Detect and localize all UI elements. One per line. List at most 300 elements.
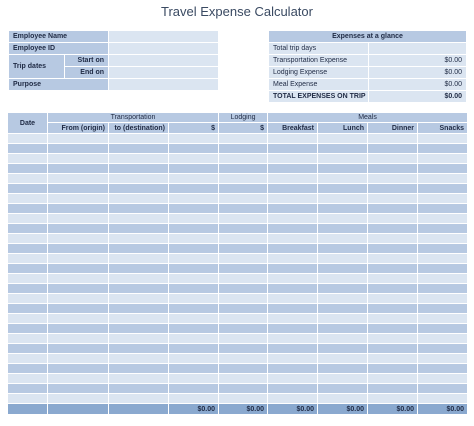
cell-snacks[interactable] (418, 224, 468, 234)
employee-info-table (8, 30, 219, 91)
cell-lodging-amount[interactable] (219, 334, 268, 344)
cell-date[interactable] (8, 224, 48, 234)
cell-lodging-amount[interactable] (219, 154, 268, 164)
cell-lodging-amount[interactable] (219, 184, 268, 194)
cell-to[interactable] (109, 354, 169, 364)
cell-to[interactable] (109, 224, 169, 234)
cell-date[interactable] (8, 244, 48, 254)
summary-value-meal: $0.00 (369, 79, 467, 91)
column-header-dinner: Dinner (368, 123, 418, 134)
total-transportation: $0.00 (169, 404, 219, 415)
cell-from[interactable] (48, 164, 109, 174)
cell-to[interactable] (109, 284, 169, 294)
expense-grid (7, 112, 468, 415)
cell-breakfast[interactable] (268, 344, 318, 354)
cell-to[interactable] (109, 164, 169, 174)
cell-transport-amount[interactable] (169, 204, 219, 214)
cell-to[interactable] (109, 184, 169, 194)
cell-from[interactable] (48, 344, 109, 354)
cell-transport-amount[interactable] (169, 354, 219, 364)
cell-breakfast[interactable] (268, 334, 318, 344)
end-on-field[interactable] (109, 67, 219, 79)
cell-breakfast[interactable] (268, 364, 318, 374)
cell-from[interactable] (48, 274, 109, 284)
table-row (8, 214, 468, 224)
cell-to[interactable] (109, 254, 169, 264)
cell-to[interactable] (109, 314, 169, 324)
cell-dinner[interactable] (368, 354, 418, 364)
cell-lodging-amount[interactable] (219, 144, 268, 154)
cell-date[interactable] (8, 344, 48, 354)
cell-to[interactable] (109, 384, 169, 394)
cell-snacks[interactable] (418, 184, 468, 194)
cell-breakfast[interactable] (268, 234, 318, 244)
cell-dinner[interactable] (368, 394, 418, 404)
cell-from[interactable] (48, 224, 109, 234)
employee-name-label: Employee Name (9, 31, 109, 43)
cell-dinner[interactable] (368, 294, 418, 304)
cell-lunch[interactable] (318, 154, 368, 164)
cell-lodging-amount[interactable] (219, 294, 268, 304)
cell-from[interactable] (48, 394, 109, 404)
cell-from[interactable] (48, 384, 109, 394)
cell-transport-amount[interactable] (169, 244, 219, 254)
cell-lunch[interactable] (318, 144, 368, 154)
cell-from[interactable] (48, 204, 109, 214)
summary-value-trip-days (369, 43, 467, 55)
cell-lodging-amount[interactable] (219, 344, 268, 354)
cell-lunch[interactable] (318, 264, 368, 274)
cell-to[interactable] (109, 344, 169, 354)
cell-breakfast[interactable] (268, 324, 318, 334)
cell-transport-amount[interactable] (169, 394, 219, 404)
cell-dinner[interactable] (368, 194, 418, 204)
cell-from[interactable] (48, 214, 109, 224)
cell-date[interactable] (8, 324, 48, 334)
cell-to[interactable] (109, 214, 169, 224)
cell-breakfast[interactable] (268, 304, 318, 314)
cell-lunch[interactable] (318, 234, 368, 244)
column-header-lodging-amount: $ (219, 123, 268, 134)
summary-label-meal: Meal Expense (269, 79, 369, 91)
summary-label-trip-days: Total trip days (269, 43, 369, 55)
cell-breakfast[interactable] (268, 154, 318, 164)
table-row (8, 334, 468, 344)
cell-breakfast[interactable] (268, 224, 318, 234)
cell-lunch[interactable] (318, 254, 368, 264)
cell-lunch[interactable] (318, 274, 368, 284)
cell-lunch[interactable] (318, 394, 368, 404)
cell-date[interactable] (8, 134, 48, 144)
cell-breakfast[interactable] (268, 144, 318, 154)
cell-dinner[interactable] (368, 174, 418, 184)
cell-to[interactable] (109, 364, 169, 374)
cell-lunch[interactable] (318, 334, 368, 344)
cell-from[interactable] (48, 304, 109, 314)
cell-lunch[interactable] (318, 224, 368, 234)
cell-lodging-amount[interactable] (219, 234, 268, 244)
table-row (8, 234, 468, 244)
cell-lodging-amount[interactable] (219, 354, 268, 364)
cell-snacks[interactable] (418, 384, 468, 394)
cell-dinner[interactable] (368, 384, 418, 394)
cell-date[interactable] (8, 304, 48, 314)
cell-dinner[interactable] (368, 324, 418, 334)
cell-from[interactable] (48, 334, 109, 344)
cell-date[interactable] (8, 204, 48, 214)
cell-snacks[interactable] (418, 144, 468, 154)
cell-transport-amount[interactable] (169, 284, 219, 294)
table-row (8, 144, 468, 154)
cell-transport-amount[interactable] (169, 214, 219, 224)
cell-snacks[interactable] (418, 234, 468, 244)
cell-transport-amount[interactable] (169, 274, 219, 284)
cell-to[interactable] (109, 134, 169, 144)
cell-from[interactable] (48, 174, 109, 184)
cell-transport-amount[interactable] (169, 254, 219, 264)
cell-from[interactable] (48, 194, 109, 204)
table-row (8, 274, 468, 284)
cell-lunch[interactable] (318, 324, 368, 334)
cell-snacks[interactable] (418, 364, 468, 374)
cell-dinner[interactable] (368, 344, 418, 354)
cell-transport-amount[interactable] (169, 164, 219, 174)
cell-lodging-amount[interactable] (219, 224, 268, 234)
cell-lunch[interactable] (318, 294, 368, 304)
cell-transport-amount[interactable] (169, 264, 219, 274)
cell-to[interactable] (109, 334, 169, 344)
cell-lodging-amount[interactable] (219, 384, 268, 394)
cell-lodging-amount[interactable] (219, 374, 268, 384)
cell-from[interactable] (48, 264, 109, 274)
cell-lunch[interactable] (318, 164, 368, 174)
cell-transport-amount[interactable] (169, 374, 219, 384)
employee-name-field[interactable] (109, 31, 219, 43)
cell-snacks[interactable] (418, 204, 468, 214)
cell-date[interactable] (8, 154, 48, 164)
cell-transport-amount[interactable] (169, 294, 219, 304)
cell-to[interactable] (109, 394, 169, 404)
total-breakfast: $0.00 (268, 404, 318, 415)
total-dinner: $0.00 (368, 404, 418, 415)
cell-dinner[interactable] (368, 214, 418, 224)
cell-dinner[interactable] (368, 314, 418, 324)
cell-date[interactable] (8, 184, 48, 194)
summary-label-lodging: Lodging Expense (269, 67, 369, 79)
cell-date[interactable] (8, 194, 48, 204)
cell-snacks[interactable] (418, 244, 468, 254)
cell-date[interactable] (8, 364, 48, 374)
cell-lodging-amount[interactable] (219, 214, 268, 224)
cell-transport-amount[interactable] (169, 154, 219, 164)
cell-lodging-amount[interactable] (219, 244, 268, 254)
column-header-from: From (origin) (48, 123, 109, 134)
cell-breakfast[interactable] (268, 134, 318, 144)
cell-transport-amount[interactable] (169, 304, 219, 314)
cell-snacks[interactable] (418, 374, 468, 384)
table-row (8, 224, 468, 234)
cell-lunch[interactable] (318, 214, 368, 224)
table-row (8, 314, 468, 324)
cell-from[interactable] (48, 294, 109, 304)
cell-to[interactable] (109, 234, 169, 244)
column-header-date: Date (8, 113, 48, 134)
cell-transport-amount[interactable] (169, 144, 219, 154)
cell-from[interactable] (48, 374, 109, 384)
cell-lodging-amount[interactable] (219, 314, 268, 324)
cell-snacks[interactable] (418, 294, 468, 304)
cell-to[interactable] (109, 194, 169, 204)
cell-lunch[interactable] (318, 194, 368, 204)
cell-breakfast[interactable] (268, 244, 318, 254)
cell-from[interactable] (48, 314, 109, 324)
cell-lodging-amount[interactable] (219, 194, 268, 204)
cell-snacks[interactable] (418, 344, 468, 354)
table-row (8, 354, 468, 364)
expenses-summary-table (268, 30, 467, 103)
cell-from[interactable] (48, 184, 109, 194)
cell-lunch[interactable] (318, 134, 368, 144)
cell-snacks[interactable] (418, 314, 468, 324)
cell-snacks[interactable] (418, 324, 468, 334)
column-header-transport-amount: $ (169, 123, 219, 134)
cell-lodging-amount[interactable] (219, 174, 268, 184)
cell-date[interactable] (8, 314, 48, 324)
cell-breakfast[interactable] (268, 214, 318, 224)
cell-lunch[interactable] (318, 374, 368, 384)
cell-from[interactable] (48, 354, 109, 364)
cell-lunch[interactable] (318, 384, 368, 394)
summary-value-total: $0.00 (369, 91, 467, 103)
cell-snacks[interactable] (418, 304, 468, 314)
cell-date[interactable] (8, 354, 48, 364)
cell-dinner[interactable] (368, 184, 418, 194)
cell-lodging-amount[interactable] (219, 164, 268, 174)
cell-dinner[interactable] (368, 244, 418, 254)
table-row (8, 174, 468, 184)
employee-id-field[interactable] (109, 43, 219, 55)
table-row (8, 184, 468, 194)
cell-date[interactable] (8, 164, 48, 174)
cell-dinner[interactable] (368, 234, 418, 244)
table-row (8, 134, 468, 144)
summary-label-transportation: Transportation Expense (269, 55, 369, 67)
cell-snacks[interactable] (418, 284, 468, 294)
cell-transport-amount[interactable] (169, 344, 219, 354)
table-row (8, 374, 468, 384)
cell-lunch[interactable] (318, 174, 368, 184)
cell-dinner[interactable] (368, 154, 418, 164)
cell-transport-amount[interactable] (169, 234, 219, 244)
cell-lunch[interactable] (318, 314, 368, 324)
cell-lunch[interactable] (318, 244, 368, 254)
cell-date[interactable] (8, 294, 48, 304)
cell-snacks[interactable] (418, 264, 468, 274)
summary-value-lodging: $0.00 (369, 67, 467, 79)
cell-dinner[interactable] (368, 334, 418, 344)
cell-lodging-amount[interactable] (219, 364, 268, 374)
cell-dinner[interactable] (368, 204, 418, 214)
table-row (8, 304, 468, 314)
cell-breakfast[interactable] (268, 174, 318, 184)
cell-to[interactable] (109, 324, 169, 334)
cell-from[interactable] (48, 134, 109, 144)
table-row (8, 384, 468, 394)
cell-date[interactable] (8, 284, 48, 294)
cell-to[interactable] (109, 174, 169, 184)
cell-transport-amount[interactable] (169, 184, 219, 194)
cell-breakfast[interactable] (268, 264, 318, 274)
cell-transport-amount[interactable] (169, 224, 219, 234)
cell-to[interactable] (109, 264, 169, 274)
column-header-breakfast: Breakfast (268, 123, 318, 134)
cell-date[interactable] (8, 214, 48, 224)
cell-lunch[interactable] (318, 364, 368, 374)
cell-from[interactable] (48, 254, 109, 264)
cell-lunch[interactable] (318, 204, 368, 214)
cell-dinner[interactable] (368, 254, 418, 264)
cell-to[interactable] (109, 274, 169, 284)
start-on-field[interactable] (109, 55, 219, 67)
cell-breakfast[interactable] (268, 194, 318, 204)
cell-lodging-amount[interactable] (219, 204, 268, 214)
table-row (8, 164, 468, 174)
employee-id-label: Employee ID (9, 43, 109, 55)
cell-date[interactable] (8, 254, 48, 264)
cell-date[interactable] (8, 384, 48, 394)
cell-dinner[interactable] (368, 274, 418, 284)
purpose-field[interactable] (109, 79, 219, 91)
cell-snacks[interactable] (418, 194, 468, 204)
table-row (8, 294, 468, 304)
cell-breakfast[interactable] (268, 394, 318, 404)
cell-breakfast[interactable] (268, 274, 318, 284)
cell-transport-amount[interactable] (169, 384, 219, 394)
cell-snacks[interactable] (418, 214, 468, 224)
cell-dinner[interactable] (368, 284, 418, 294)
purpose-label: Purpose (9, 79, 109, 91)
table-row (8, 204, 468, 214)
cell-lodging-amount[interactable] (219, 284, 268, 294)
cell-date[interactable] (8, 334, 48, 344)
expense-grid-body (8, 134, 468, 404)
cell-breakfast[interactable] (268, 164, 318, 174)
cell-dinner[interactable] (368, 304, 418, 314)
cell-dinner[interactable] (368, 364, 418, 374)
column-header-lunch: Lunch (318, 123, 368, 134)
cell-date[interactable] (8, 264, 48, 274)
cell-to[interactable] (109, 154, 169, 164)
cell-breakfast[interactable] (268, 354, 318, 364)
cell-lodging-amount[interactable] (219, 304, 268, 314)
cell-dinner[interactable] (368, 264, 418, 274)
totals-row (8, 404, 468, 415)
cell-transport-amount[interactable] (169, 324, 219, 334)
cell-lunch[interactable] (318, 344, 368, 354)
cell-lodging-amount[interactable] (219, 394, 268, 404)
cell-lodging-amount[interactable] (219, 324, 268, 334)
cell-transport-amount[interactable] (169, 314, 219, 324)
table-row (8, 364, 468, 374)
cell-to[interactable] (109, 204, 169, 214)
cell-transport-amount[interactable] (169, 174, 219, 184)
cell-date[interactable] (8, 274, 48, 284)
cell-breakfast[interactable] (268, 254, 318, 264)
table-row (8, 254, 468, 264)
start-on-label: Start on (65, 55, 109, 67)
cell-snacks[interactable] (418, 174, 468, 184)
cell-date[interactable] (8, 144, 48, 154)
cell-snacks[interactable] (418, 334, 468, 344)
cell-to[interactable] (109, 244, 169, 254)
cell-from[interactable] (48, 364, 109, 374)
summary-label-total: TOTAL EXPENSES ON TRIP (269, 91, 369, 103)
cell-snacks[interactable] (418, 354, 468, 364)
cell-breakfast[interactable] (268, 294, 318, 304)
cell-from[interactable] (48, 154, 109, 164)
cell-lunch[interactable] (318, 304, 368, 314)
cell-snacks[interactable] (418, 154, 468, 164)
cell-lodging-amount[interactable] (219, 134, 268, 144)
totals-cell-to (109, 404, 169, 415)
cell-to[interactable] (109, 144, 169, 154)
cell-from[interactable] (48, 324, 109, 334)
cell-date[interactable] (8, 374, 48, 384)
cell-snacks[interactable] (418, 394, 468, 404)
cell-dinner[interactable] (368, 164, 418, 174)
cell-snacks[interactable] (418, 164, 468, 174)
cell-breakfast[interactable] (268, 384, 318, 394)
cell-transport-amount[interactable] (169, 364, 219, 374)
cell-dinner[interactable] (368, 144, 418, 154)
cell-transport-amount[interactable] (169, 334, 219, 344)
cell-from[interactable] (48, 284, 109, 294)
cell-breakfast[interactable] (268, 374, 318, 384)
page-title: Travel Expense Calculator (161, 4, 313, 19)
cell-breakfast[interactable] (268, 284, 318, 294)
cell-snacks[interactable] (418, 134, 468, 144)
cell-lodging-amount[interactable] (219, 254, 268, 264)
cell-lunch[interactable] (318, 284, 368, 294)
cell-from[interactable] (48, 244, 109, 254)
cell-transport-amount[interactable] (169, 194, 219, 204)
cell-from[interactable] (48, 234, 109, 244)
cell-breakfast[interactable] (268, 204, 318, 214)
cell-to[interactable] (109, 374, 169, 384)
cell-lunch[interactable] (318, 354, 368, 364)
cell-breakfast[interactable] (268, 314, 318, 324)
cell-date[interactable] (8, 174, 48, 184)
cell-snacks[interactable] (418, 254, 468, 264)
cell-to[interactable] (109, 304, 169, 314)
cell-dinner[interactable] (368, 374, 418, 384)
cell-date[interactable] (8, 394, 48, 404)
cell-dinner[interactable] (368, 134, 418, 144)
cell-lunch[interactable] (318, 184, 368, 194)
cell-snacks[interactable] (418, 274, 468, 284)
cell-from[interactable] (48, 144, 109, 154)
cell-lodging-amount[interactable] (219, 274, 268, 284)
cell-breakfast[interactable] (268, 184, 318, 194)
cell-to[interactable] (109, 294, 169, 304)
cell-transport-amount[interactable] (169, 134, 219, 144)
cell-dinner[interactable] (368, 224, 418, 234)
cell-date[interactable] (8, 234, 48, 244)
table-row (8, 344, 468, 354)
table-row (8, 194, 468, 204)
table-row (8, 284, 468, 294)
cell-lodging-amount[interactable] (219, 264, 268, 274)
